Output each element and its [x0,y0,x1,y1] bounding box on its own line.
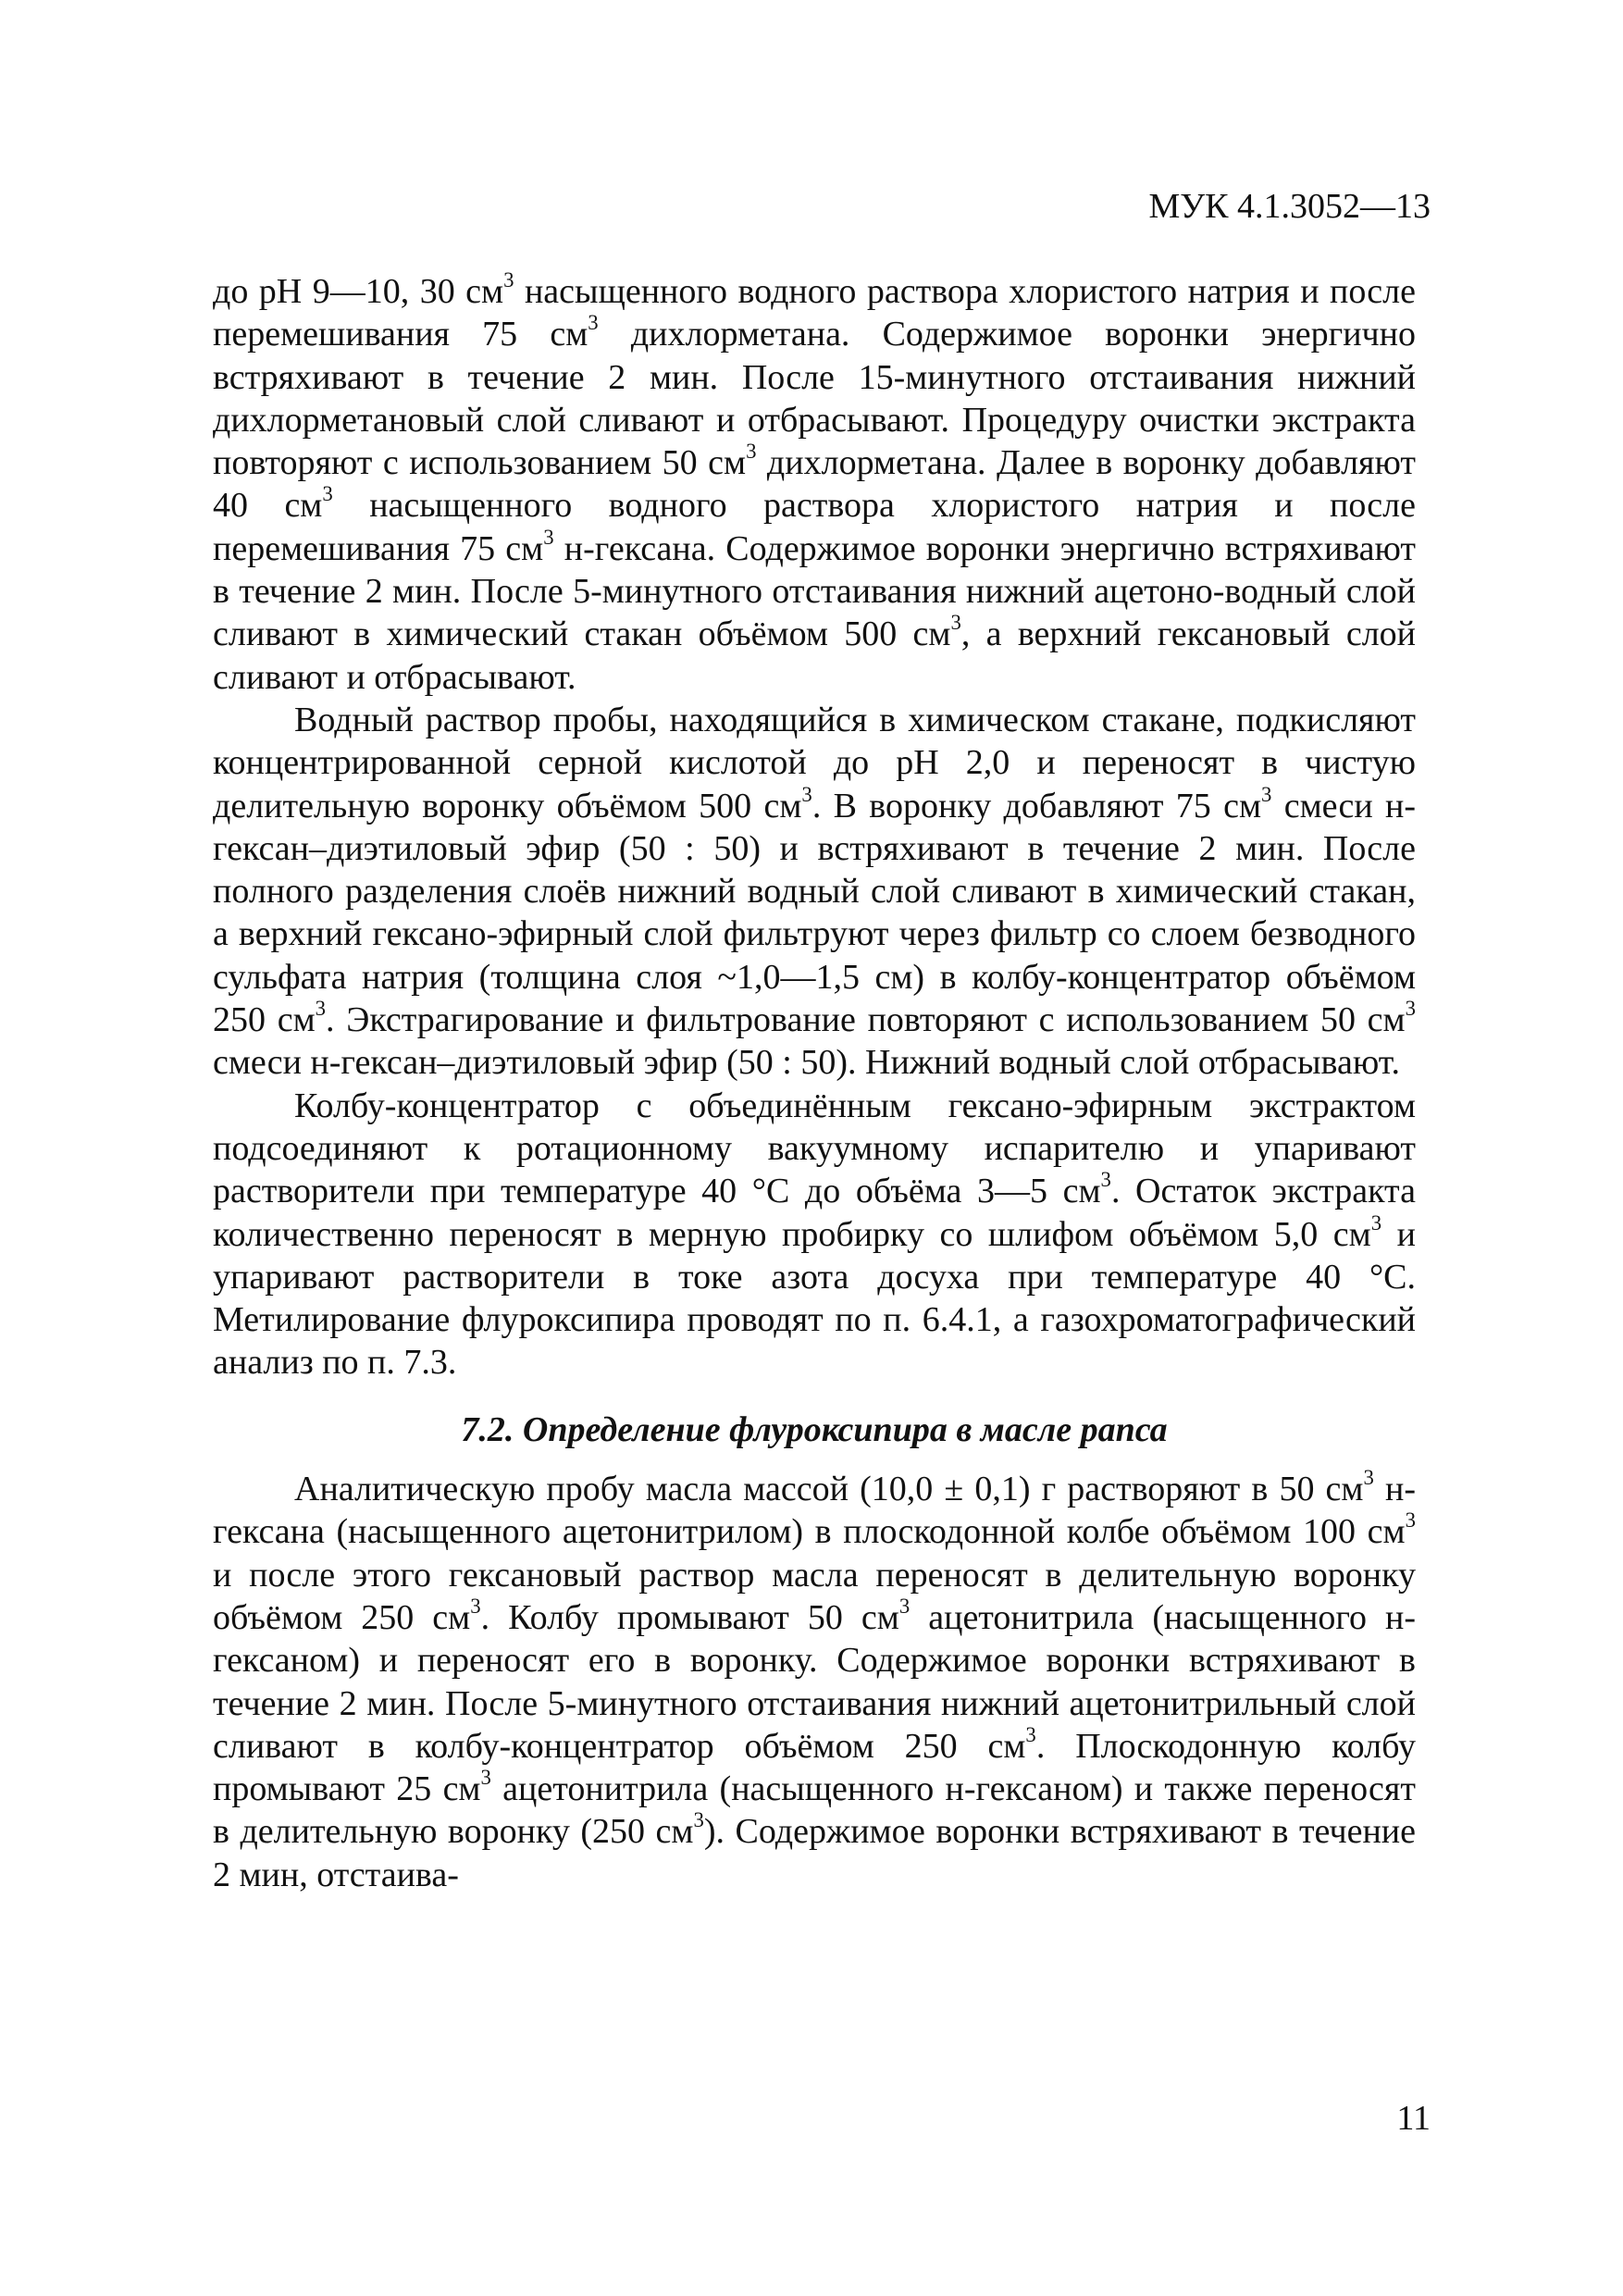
superscript-3: 3 [480,1766,491,1789]
superscript-3: 3 [801,782,812,806]
superscript-3: 3 [693,1808,704,1832]
superscript-3: 3 [1370,1210,1382,1235]
superscript-3: 3 [950,611,961,635]
superscript-3: 3 [898,1594,911,1618]
page-number: 11 [1396,2099,1431,2138]
page-body [213,267,1417,1896]
superscript-3: 3 [1363,1465,1374,1489]
paragraph-3: Колбу-концентратор с объединённым гексано-эфирным экстрактом подсоединяют к ротационному вакуумному испарителю и упаривают растворители при температуре 40 °С до объёма 3—5 $см^3$. Остаток экстракта количественно переносят в мерную пробирку со шлифом объёмом 5,0 $см^3$ и упаривают растворители в токе азота досуха при температуре 40 °С. Метилирование флуроксипира проводят по п. 6.4.1, а газохроматографический анализ по п. 7.3. [213,1086,1416,1383]
superscript-3: 3 [1261,782,1272,806]
superscript-3: 3 [503,267,514,292]
superscript-3: 3 [543,525,554,549]
superscript-3: 3 [1100,1168,1111,1192]
superscript-3: 3 [470,1594,481,1618]
superscript-3: 3 [1405,1508,1416,1533]
superscript-3: 3 [588,311,599,335]
paragraph-2: Водный раствор пробы, находящийся в химическом стакане, подкисляют концентрированной серной кислотой до рН 2,0 и переносят в чистую делительную воронку объёмом 500 $см^3$. В воронку добавляют 75 $см^3$ смеси н-гексан–диэтиловый эфир (50 : 50) и встряхивают в течение 2 мин. После полного разделения слоёв нижний водный слой сливают в химический стакан, а верхний гексано-эфирный слой фильтруют через фильтр со слоем безводного сульфата натрия (толщина слоя ~1,0—1,5 см) в колбу-концентратор объёмом 250 $см^3$. Экстрагирование и фильтрование повторяют с использованием 50 $см^3$ смеси н-гексан–диэтиловый эфир (50 : 50). Нижний водный слой отбрасывают. [213,700,1416,1083]
superscript-3: 3 [322,482,333,506]
superscript-3: 3 [1025,1722,1036,1746]
document-code-header: МУК 4.1.3052—13 [1148,187,1431,226]
section-heading: 7.2. Определение флуроксипира в масле рапса [461,1409,1168,1449]
superscript-3: 3 [315,996,327,1020]
paragraph-4: Аналитическую пробу масла массой (10,0 ± 0,1) г растворяют в 50 $см^3$ н-гексана (насыщенного ацетонитрилом) в плоскодонной колбе объёмом 100 $см^3$ и после этого гексановый раствор масла переносят в делительную воронку объёмом 250 $см^3$. Колбу промывают 50 $см^3$ ацетонитрила (насыщенного н-гексаном) и переносят его в воронку. Содержимое воронки встряхивают в течение 2 мин. После 5-минутного отстаивания нижний ацетонитрильный слой сливают в колбу-концентратор объёмом 250 $см^3$. Плоскодонную колбу промывают 25 $см^3$ ацетонитрила (насыщенного н-гексаном) и также переносят в делительную воронку (250 $см^3$). Содержимое воронки встряхивают в течение 2 мин, отстаива- [213,1465,1417,1894]
paragraph-1: до рН 9—10, 30 $см^3$ насыщенного водного раствора хлористого натрия и после перемешивания 75 $см^3$ дихлорметана. Содержимое воронки энергично встряхивают в течение 2 мин. После 15-минутного отстаивания нижний дихлорметановый слой сливают и отбрасывают. Процедуру очистки экстракта повторяют с использованием 50 $см^3$ дихлорметана. Далее в воронку добавляют 40 $см^3$ насыщенного водного раствора хлористого натрия и после перемешивания 75 $см^3$ н-гексана. Содержимое воронки энергично встряхивают в течение 2 мин. После 5-минутного отстаивания нижний ацетоно-водный слой сливают в химический стакан объёмом 500 $см^3$, а верхний гексановый слой сливают и отбрасывают. [213,267,1417,697]
superscript-3: 3 [1405,996,1416,1020]
superscript-3: 3 [746,440,757,464]
